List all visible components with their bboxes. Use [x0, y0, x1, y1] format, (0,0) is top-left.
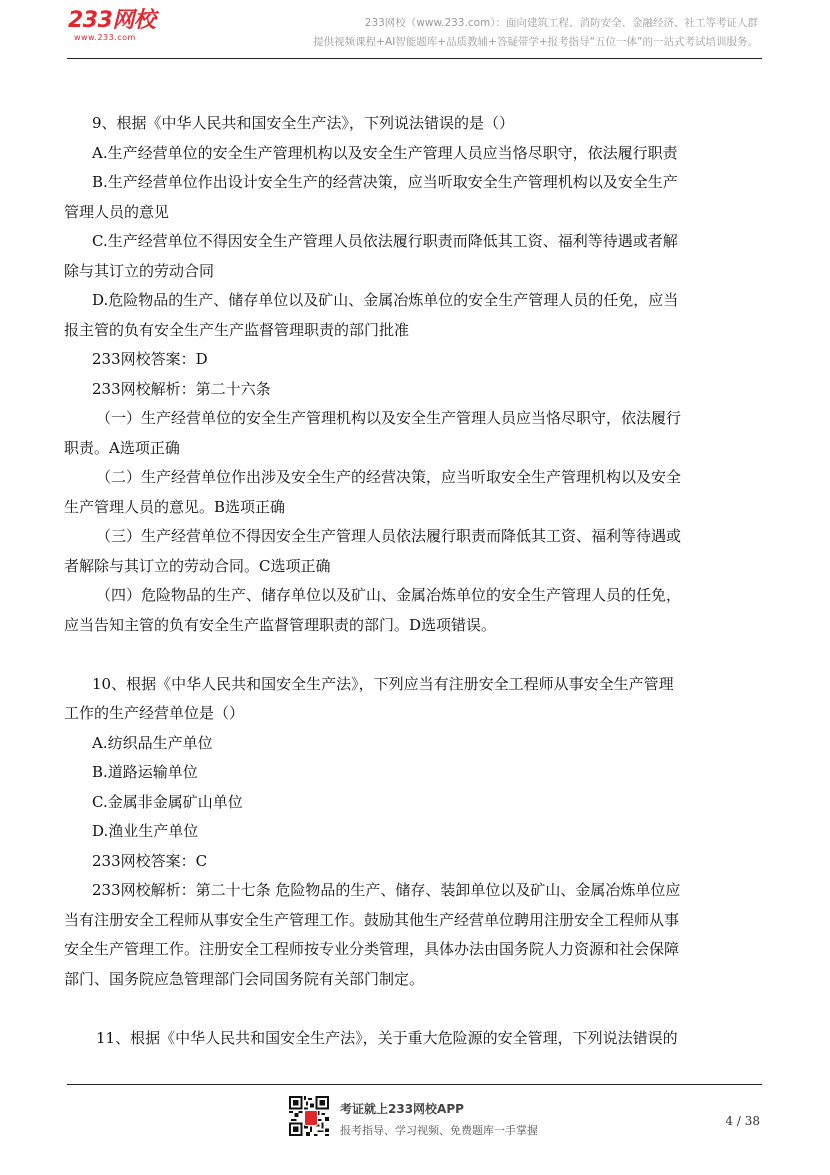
question-11-stem: 11、根据《中华人民共和国安全生产法》，关于重大危险源的安全管理，下列说法错误的 [96, 1029, 678, 1047]
q10-answer: 233网校答案：C [92, 852, 208, 870]
q9-option-c-cont: 除与其订立的劳动合同 [64, 262, 215, 280]
q9-answer: 233网校答案：D [92, 350, 208, 368]
q9-option-a: A.生产经营单位的安全生产管理机构以及安全生产管理人员应当恪尽职守，依法履行职责 [92, 144, 678, 162]
header-info-line-2: 提供视频课程+AI智能题库+品质教辅+答疑带学+报考指导“五位一体”的一站式考试培训服务。 [313, 36, 758, 48]
q10-analysis: 233网校解析：第二十七条 危险物品的生产、储存、装卸单位以及矿山、金属冶炼单位应 [92, 881, 681, 899]
question-9-stem: 9、根据《中华人民共和国安全生产法》，下列说法错误的是（） [92, 114, 515, 132]
q9-option-b-cont: 管理人员的意见 [64, 203, 170, 221]
footer-app-title[interactable]: 考证就上233网校APP [340, 1102, 464, 1116]
app-badge-icon [304, 1110, 318, 1126]
q9-option-c: C.生产经营单位不得因安全生产管理人员依法履行职责而降低其工资、福利等待遇或者解 [92, 232, 678, 250]
header-divider [67, 58, 762, 59]
question-10-stem-cont: 工作的生产经营单位是（） [64, 704, 245, 722]
q10-analysis-cont-1: 当有注册安全工程师从事安全生产管理工作。鼓励其他生产经营单位聘用注册安全工程师从事 [64, 911, 680, 929]
q9-analysis-item-1-cont: 职责。A选项正确 [64, 439, 180, 457]
logo-text: 233网校 [68, 8, 156, 33]
q10-option-c: C.金属非金属矿山单位 [92, 793, 243, 811]
footer-app-subtitle: 报考指导、学习视频、免费题库一手掌握 [340, 1124, 538, 1137]
q9-analysis-item-4: （四）危险物品的生产、储存单位以及矿山、金属冶炼单位的安全生产管理人员的任免， [96, 586, 682, 604]
q10-analysis-cont-2: 安全生产管理工作。注册安全工程师按专业分类管理，具体办法由国务院人力资源和社会保障 [64, 940, 680, 958]
q9-option-d: D.危险物品的生产、储存单位以及矿山、金属冶炼单位的安全生产管理人员的任免，应当 [92, 291, 679, 309]
header-info-line-1: 233网校（www.233.com）：面向建筑工程、消防安全、金融经济、社工等考证人群 [364, 17, 758, 29]
q9-analysis-item-2-cont: 生产管理人员的意见。B选项正确 [64, 498, 286, 516]
q9-analysis: 233网校解析：第二十六条 [92, 380, 271, 398]
q9-analysis-item-1: （一）生产经营单位的安全生产管理机构以及安全生产管理人员应当恪尽职守，依法履行 [96, 409, 682, 427]
brand-logo[interactable] [68, 10, 155, 42]
q9-option-d-cont: 报主管的负有安全生产生产监督管理职责的部门批准 [64, 321, 410, 339]
header-info [313, 14, 758, 52]
q10-option-a: A.纺织品生产单位 [92, 734, 213, 752]
q9-analysis-item-3: （三）生产经营单位不得因安全生产管理人员依法履行职责而降低其工资、福利等待遇或 [96, 527, 682, 545]
question-10-stem: 10、根据《中华人民共和国安全生产法》，下列应当有注册安全工程师从事安全生产管理 [92, 675, 674, 693]
logo-url: www.233.com [74, 33, 136, 42]
q10-option-d: D.渔业生产单位 [92, 822, 199, 840]
page-header [0, 0, 830, 62]
q9-analysis-item-3-cont: 者解除与其订立的劳动合同。C选项正确 [64, 557, 331, 575]
q10-analysis-cont-3: 部门、国务院应急管理部门会同国务院有关部门制定。 [64, 970, 425, 988]
q9-analysis-item-2: （二）生产经营单位作出涉及安全生产的经营决策，应当听取安全生产管理机构以及安全 [96, 468, 682, 486]
page-number: 4 / 38 [725, 1114, 760, 1128]
q9-option-b: B.生产经营单位作出设计安全生产的经营决策，应当听取安全生产管理机构以及安全生产 [92, 173, 678, 191]
q9-analysis-item-4-cont: 应当告知主管的负有安全生产监督管理职责的部门。D选项错误。 [64, 616, 497, 634]
footer-divider [67, 1084, 762, 1085]
q10-option-b: B.道路运输单位 [92, 763, 198, 781]
